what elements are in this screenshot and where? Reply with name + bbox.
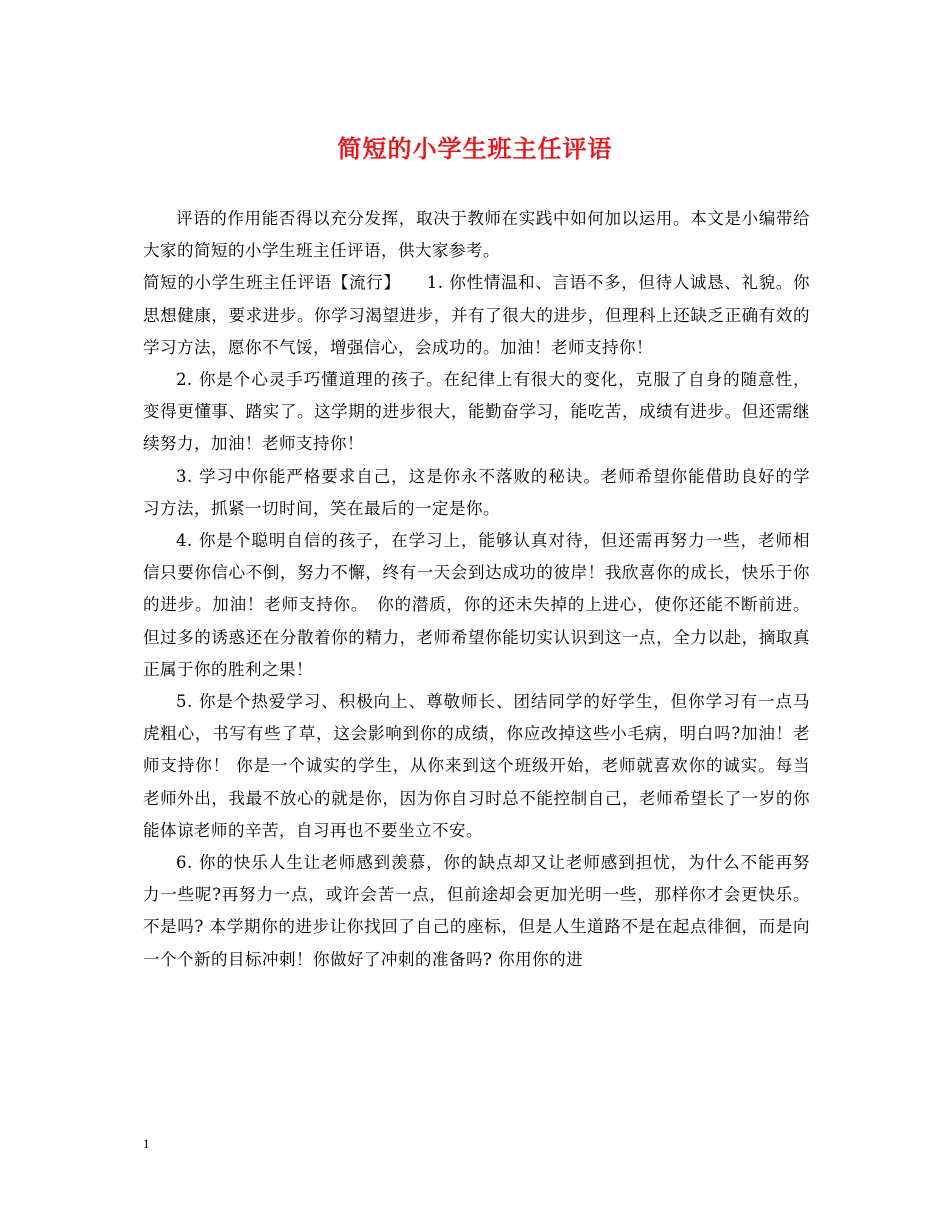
document-title: 简短的小学生班主任评语 (337, 134, 613, 163)
paragraph-comment-3: 3. 学习中你能严格要求自己，这是你永不落败的秘诀。老师希望你能借助良好的学习方法，抓紧一切时间，笑在最后的一定是你。 (143, 466, 810, 518)
document-body (143, 203, 810, 976)
paragraph-intro: 评语的作用能否得以充分发挥，取决于教师在实践中如何加以运用。本文是小编带给大家的简短的小学生班主任评语，供大家参考。 (143, 209, 810, 261)
paragraph-comment-2: 2. 你是个心灵手巧懂道理的孩子。在纪律上有很大的变化，克服了自身的随意性，变得更懂事、踏实了。这学期的进步很大，能勤奋学习，能吃苦，成绩有进步。但还需继续努力，加油！老师支持你！ (143, 370, 810, 454)
paragraph-comment-6: 6. 你的快乐人生让老师感到羡慕，你的缺点却又让老师感到担忧，为什么不能再努力一些呢?再努力一点，或许会苦一点，但前途却会更加光明一些，那样你才会更快乐。不是吗? 本学期你的进步让你找回了自己的座标，但是人生道路不是在起点徘徊，而是向一个个新的目标冲刺！你做好了冲刺的准备吗? 你用你的进 (143, 853, 810, 969)
paragraph-comment-5: 5. 你是个热爱学习、积极向上、尊敬师长、团结同学的好学生，但你学习有一点马虎粗心，书写有些了草，这会影响到你的成绩，你应改掉这些小毛病，明白吗?加油！老师支持你！ 你是一个诚实的学生，从你来到这个班级开始，老师就喜欢你的诚实。每当老师外出，我最不放心的就是你，因为你自习时总不能控制自己，老师希望长了一岁的你能体谅老师的辛苦，自习再也不要坐立不安。 (143, 692, 810, 840)
paragraph-comment-4: 4. 你是个聪明自信的孩子，在学习上，能够认真对待，但还需再努力一些，老师相信只要你信心不倒，努力不懈，终有一天会到达成功的彼岸！我欣喜你的成长，快乐于你的进步。加油！老师支持你。 你的潜质，你的还未失掉的上进心，使你还能不断前进。但过多的诱惑还在分散着你的精力，老师希望你能切实认识到这一点，全力以赴，摘取真正属于你的胜利之果！ (143, 531, 810, 679)
page-number: 1 (143, 1136, 150, 1151)
paragraph-comment-1: 简短的小学生班主任评语【流行】 1. 你性情温和、言语不多，但待人诚恳、礼貌。你思想健康，要求进步。你学习渴望进步，并有了很大的进步，但理科上还缺乏正确有效的学习方法，愿你不气馁，增强信心，会成功的。加油！老师支持你！ (143, 273, 810, 357)
